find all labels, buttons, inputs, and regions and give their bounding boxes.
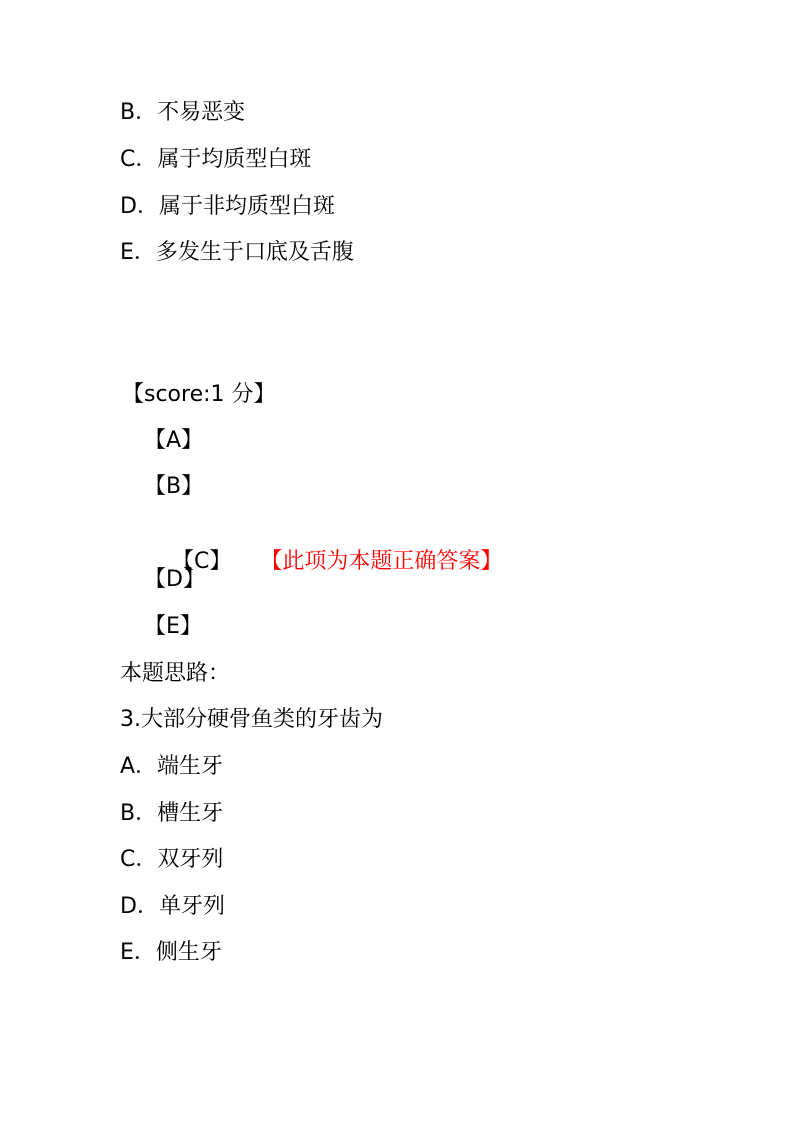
- answer-choice-e: 【E】: [144, 614, 202, 639]
- option-c: C．属于均质型白斑: [120, 147, 312, 172]
- explanation-label: 本题思路：: [120, 661, 231, 686]
- question-3-option-b: B．槽生牙: [120, 801, 224, 826]
- question-3-option-a: A．端生牙: [120, 754, 224, 779]
- correct-answer-note: 【此项为本题正确答案】: [271, 549, 503, 574]
- answer-choice-c-label: 【C】: [171, 549, 232, 574]
- option-b: B．不易恶变: [120, 100, 246, 125]
- option-e: E．多发生于口底及舌腹: [120, 240, 354, 265]
- option-d: D．属于非均质型白斑: [120, 194, 335, 219]
- score-label: 【score:1 分】: [122, 382, 276, 407]
- question-3-option-e: E．侧生牙: [120, 940, 222, 965]
- answer-choice-d: 【D】: [144, 567, 205, 592]
- question-3-stem: 3.大部分硬骨鱼类的牙齿为: [120, 707, 383, 732]
- question-3-option-d: D．单牙列: [120, 894, 225, 919]
- question-3-option-c: C．双牙列: [120, 847, 224, 872]
- answer-choice-b: 【B】: [144, 474, 204, 499]
- answer-choice-a: 【A】: [144, 428, 204, 453]
